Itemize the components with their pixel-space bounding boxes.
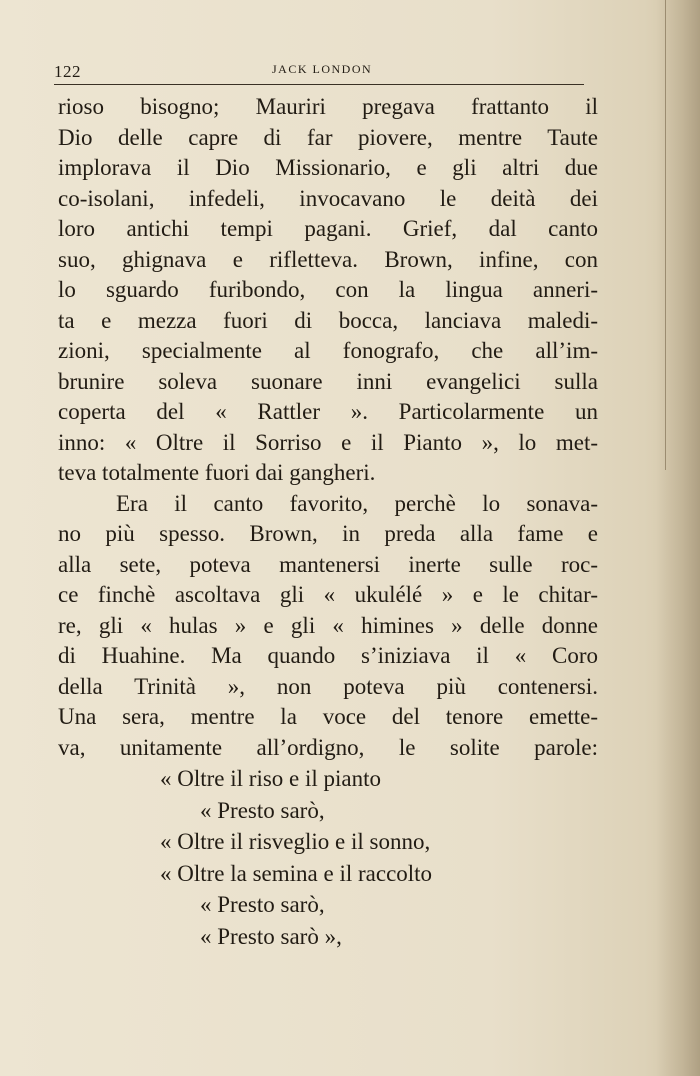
text-line: lo sguardo furibondo, con la lingua anneri-: [58, 277, 598, 302]
text-line: loro antichi tempi pagani. Grief, dal canto: [58, 216, 598, 241]
text-line: co-isolani, infedeli, invocavano le deità dei: [58, 185, 598, 211]
text-line: Dio delle capre di far piovere, mentre Taute: [58, 124, 598, 150]
verse-line: « Presto sarò,: [200, 892, 325, 917]
text-line: ce finchè ascoltava gli « ukulélé » e le chitar-: [58, 582, 598, 607]
text-line: re, gli « hulas » e gli « himines » delle donne: [58, 612, 598, 638]
verse-line: « Oltre il risveglio e il sonno,: [160, 829, 431, 854]
page-number: 122: [54, 62, 81, 81]
text-line: coperta del « Rattler ». Particolarmente un: [58, 399, 598, 424]
text-line: rioso bisogno; Mauriri pregava frattanto il: [58, 94, 598, 119]
text-line: inno: « Oltre il Sorriso e il Pianto », lo met-: [58, 429, 598, 455]
text-line: va, unitamente all’ordigno, le solite parole:: [58, 734, 598, 760]
text-line: alla sete, poteva mantenersi inerte sulle roc-: [58, 551, 598, 577]
text-line: teva totalmente fuori dai gangheri.: [58, 460, 376, 485]
text-line: della Trinità », non poteva più contenersi.: [58, 673, 598, 699]
verse-line: « Oltre la semina e il raccolto: [160, 860, 433, 886]
verse-line: « Oltre il riso e il pianto: [160, 766, 382, 791]
text-line: ta e mezza fuori di bocca, lanciava maledi-: [58, 307, 598, 333]
page-edge-shadow: [656, 0, 700, 1076]
verse-line: « Presto sarò »,: [200, 923, 342, 949]
page-header: [54, 62, 584, 86]
text-line: Una sera, mentre la voce del tenore emette-: [58, 704, 598, 729]
text-line: no più spesso. Brown, in preda alla fame e: [58, 521, 598, 546]
verse-line: « Presto sarò,: [200, 797, 325, 823]
text-line: brunire soleva suonare inni evangelici sulla: [58, 368, 598, 394]
body-text: [58, 92, 598, 952]
text-line: di Huahine. Ma quando s’iniziava il « Coro: [58, 643, 598, 668]
header-rule: [54, 84, 584, 85]
text-line: zioni, specialmente al fonografo, che all’im-: [58, 338, 598, 363]
running-head: JACK LONDON: [272, 62, 373, 76]
page-edge-line: [665, 0, 666, 470]
text-line: implorava il Dio Missionario, e gli altri due: [58, 155, 598, 180]
text-line: suo, ghignava e rifletteva. Brown, infine, con: [58, 246, 598, 272]
text-line: Era il canto favorito, perchè lo sonava-: [116, 490, 598, 516]
